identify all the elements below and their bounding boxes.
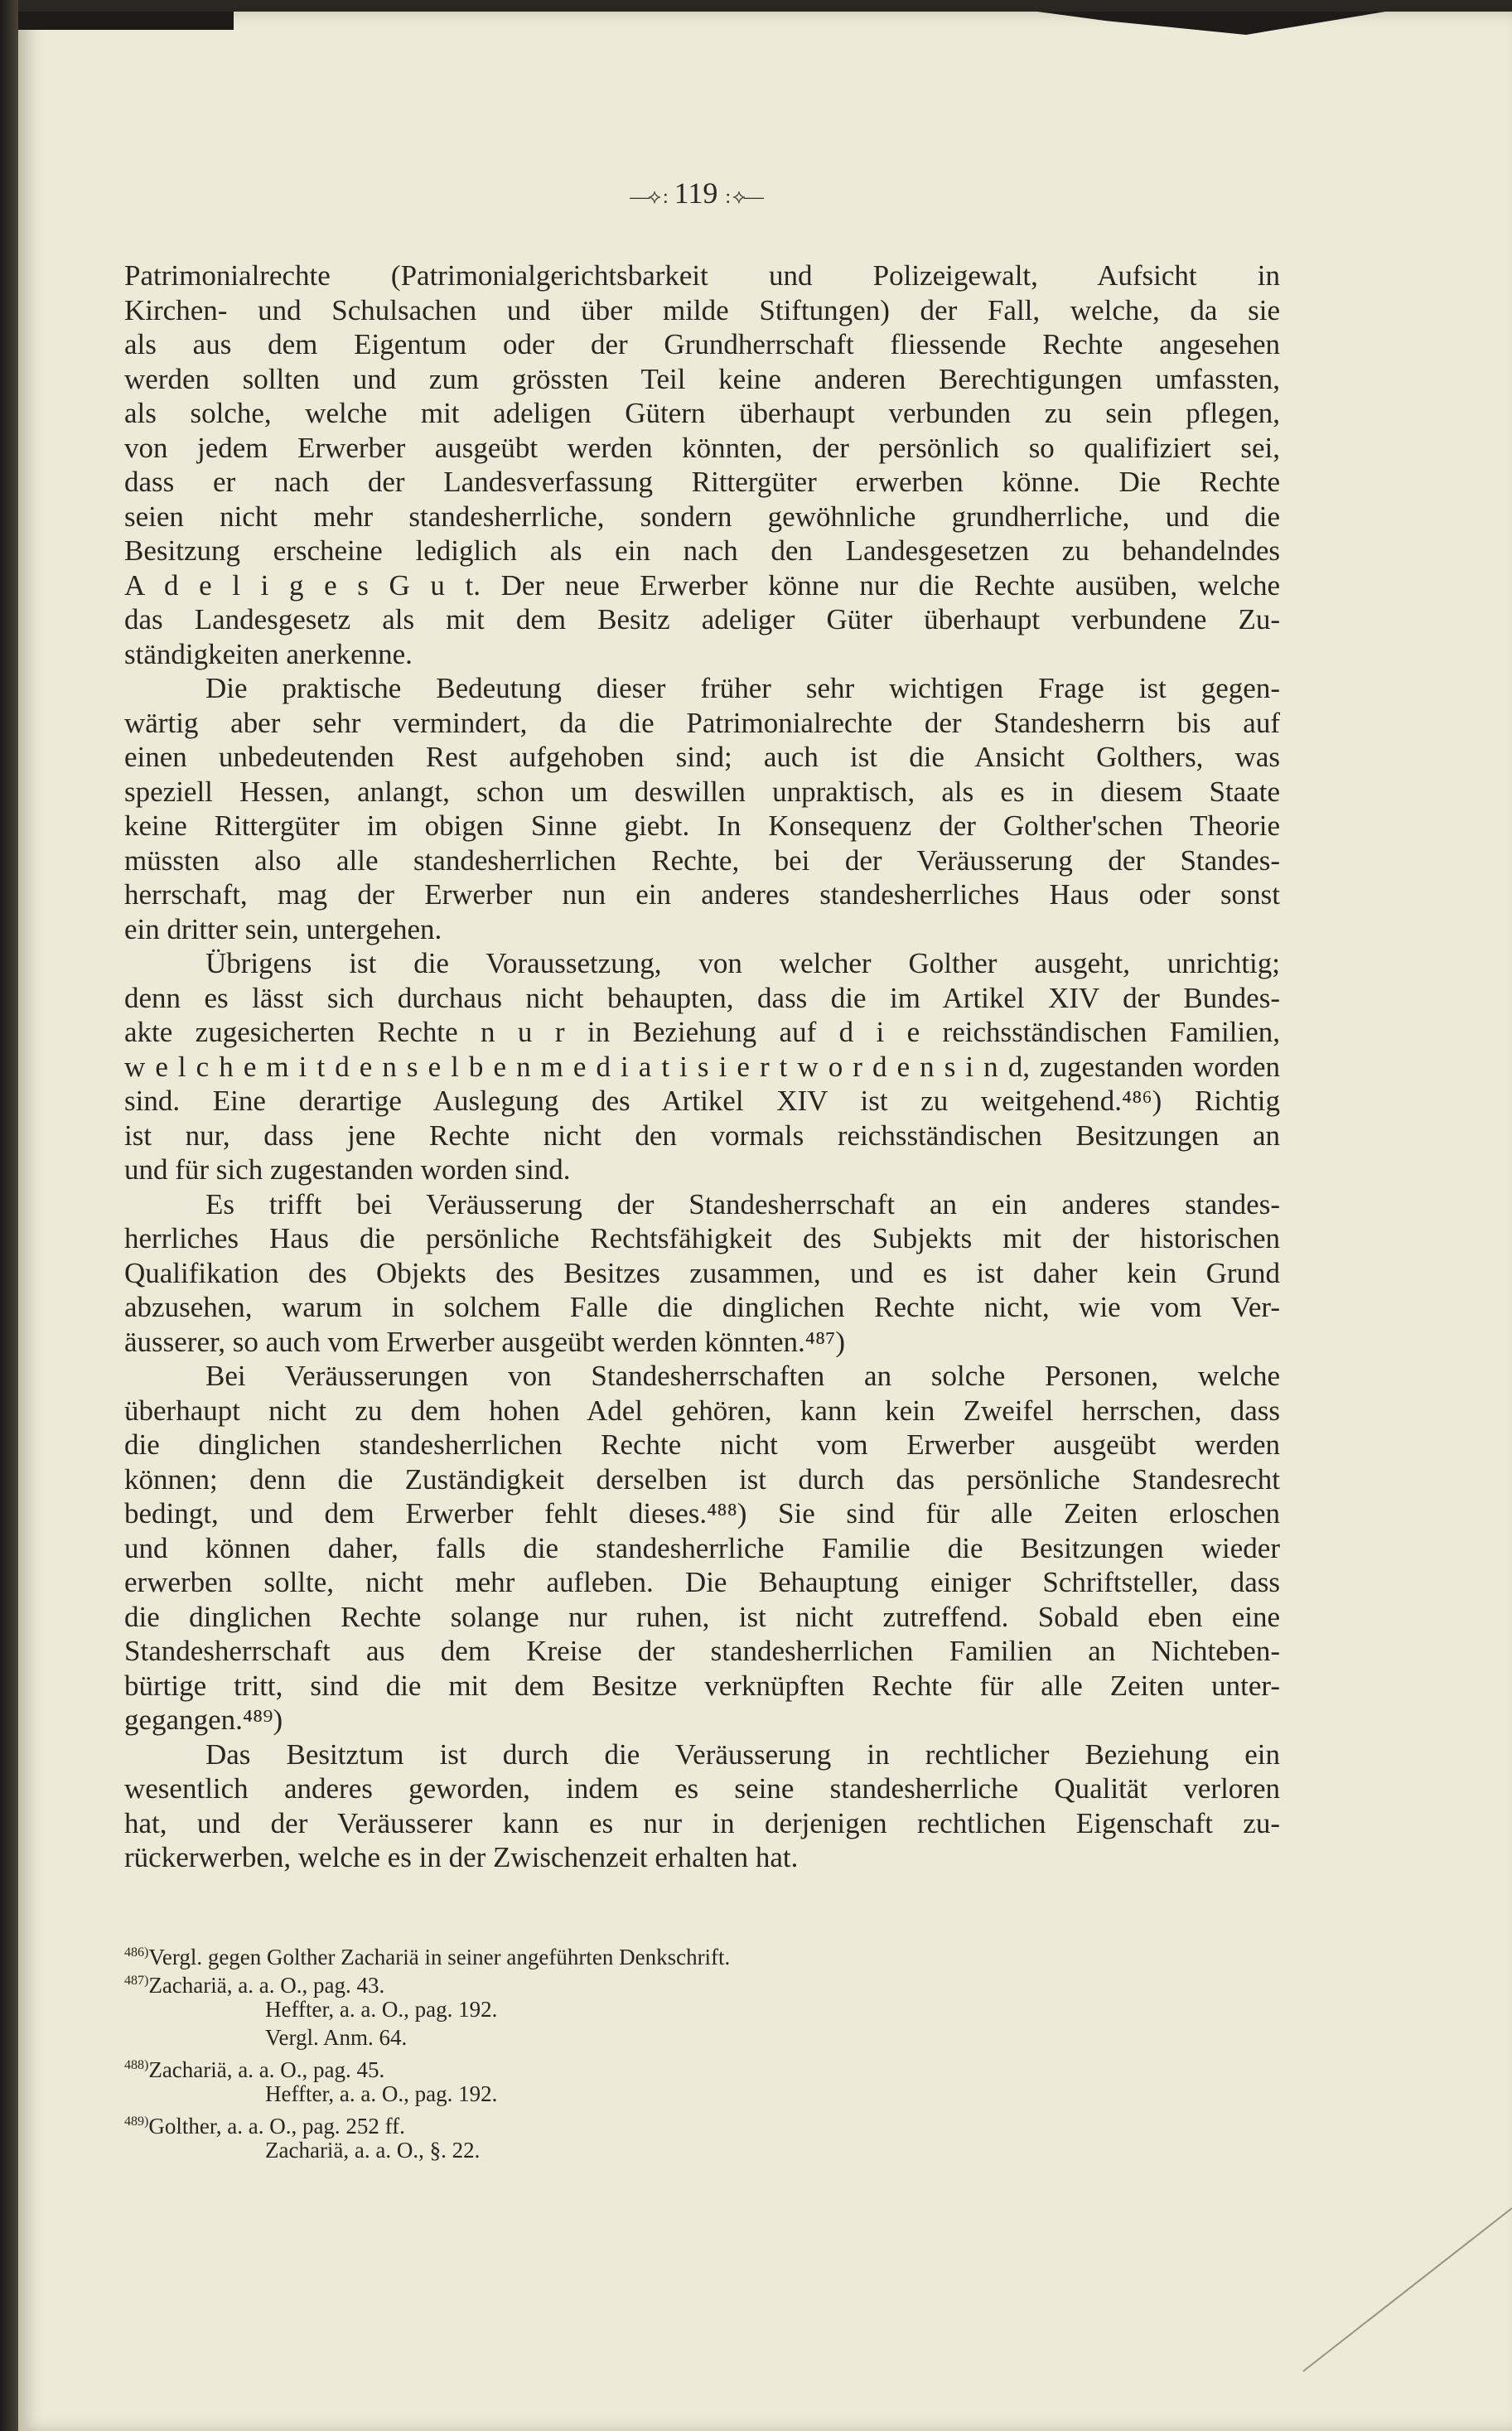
footnote-text: Zachariä, a. a. O., pag. 43. xyxy=(148,1973,385,1998)
text-line: Die praktische Bedeutung dieser früher sehr wichtigen Frage ist gegen- xyxy=(205,672,1280,704)
footnote-text: Zachariä, a. a. O., §. 22. xyxy=(265,2138,481,2163)
footnotes xyxy=(124,1939,730,2164)
text-line: herrliches Haus die persönliche Rechtsfähigkeit des Subjekts mit der historischen xyxy=(124,1222,1280,1254)
footnote-text: Vergl. Anm. 64. xyxy=(265,2025,408,2050)
footnote-number: 489) xyxy=(124,2114,149,2129)
page-crease xyxy=(1302,2207,1512,2372)
torn-edge-left xyxy=(18,12,234,30)
text-line: als aus dem Eigentum oder der Grundherrschaft fliessende Rechte angesehen xyxy=(124,328,1280,360)
text-line: Qualifikation des Objekts des Besitzes zusammen, und es ist daher kein Grund xyxy=(124,1256,1280,1289)
text-line: abzusehen, warum in solchem Falle die dinglichen Rechte nicht, wie vom Ver- xyxy=(124,1291,1280,1323)
text-line: seien nicht mehr standesherrliche, sondern gewöhnliche grundherrliche, und die xyxy=(124,500,1280,533)
text-line: ständigkeiten anerkenne. xyxy=(124,637,413,670)
footnote-text: Vergl. gegen Golther Zachariä in seiner angeführten Denkschrift. xyxy=(148,1945,731,1969)
text-line: ein dritter sein, untergehen. xyxy=(124,912,442,945)
footnote-number: 488) xyxy=(124,2058,149,2072)
text-line: die dinglichen Rechte solange nur ruhen, ist nicht zutreffend. Sobald eben eine xyxy=(124,1600,1280,1633)
text-line: müssten also alle standesherrlichen Rechte, bei der Veräusserung der Standes- xyxy=(124,843,1280,877)
text-line: wesentlich anderes geworden, indem es seine standesherrliche Qualität verloren xyxy=(124,1772,1280,1805)
text-line: Das Besitztum ist durch die Veräusserung in rechtlicher Beziehung ein xyxy=(205,1737,1280,1771)
footnote-line xyxy=(124,2052,730,2080)
page-number: 119 xyxy=(674,176,718,210)
text-line: dass er nach der Landesverfassung Rittergüter erwerben könne. Die Rechte xyxy=(124,466,1280,498)
footnote-text: Heffter, a. a. O., pag. 192. xyxy=(265,2081,498,2106)
text-line: denn es lässt sich durchaus nicht behaupten, dass die im Artikel XIV der Bundes- xyxy=(124,981,1280,1014)
header-ornament-right: : ⟡— xyxy=(725,186,762,208)
page-header xyxy=(572,176,820,210)
footnote-number: 486) xyxy=(124,1945,149,1960)
text-line: wärtig aber sehr vermindert, da die Patrimonialrechte der Standesherrn bis auf xyxy=(124,706,1280,739)
text-line: w e l c h e m i t d e n s e l b e n m e d i a t i s i e r t w o r d e n s i n d, zugestanden worden xyxy=(124,1050,1280,1083)
text-line: herrschaft, mag der Erwerber nun ein anderes standesherrliches Haus oder sonst xyxy=(124,878,1280,911)
footnote-line xyxy=(124,2023,730,2052)
footnote-line xyxy=(124,1995,730,2023)
body-text xyxy=(124,259,1280,1875)
text-line: gegangen.⁴⁸⁹) xyxy=(124,1704,283,1736)
text-line: und für sich zugestanden worden sind. xyxy=(124,1153,571,1186)
footnote-line xyxy=(124,1939,730,1967)
text-line: Übrigens ist die Voraussetzung, von welcher Golther ausgeht, unrichtig; xyxy=(205,947,1280,979)
text-line: rückerwerben, welche es in der Zwischenzeit erhalten hat. xyxy=(124,1841,799,1873)
text-line: können; denn die Zuständigkeit derselben ist durch das persönliche Standesrecht xyxy=(124,1462,1280,1496)
text-line: A d e l i g e s G u t. Der neue Erwerber könne nur die Rechte ausüben, welche xyxy=(124,568,1280,602)
header-ornament-left: —⟡ : xyxy=(630,186,667,208)
text-line: Besitzung erscheine lediglich als ein nach den Landesgesetzen zu behandelndes xyxy=(124,534,1280,567)
text-line: ist nur, dass jene Rechte nicht den vormals reichsständischen Besitzungen an xyxy=(124,1119,1280,1152)
text-line: die dinglichen standesherrlichen Rechte nicht vom Erwerber ausgeübt werden xyxy=(124,1428,1280,1461)
text-line: als solche, welche mit adeligen Gütern überhaupt verbunden zu sein pflegen, xyxy=(124,397,1280,429)
footnote-text: Golther, a. a. O., pag. 252 ff. xyxy=(148,2114,405,2139)
text-line: überhaupt nicht zu dem hohen Adel gehören, kann kein Zweifel herrschen, dass xyxy=(124,1394,1280,1427)
text-line: Kirchen- und Schulsachen und über milde Stiftungen) der Fall, welche, da sie xyxy=(124,293,1280,326)
text-line: das Landesgesetz als mit dem Besitz adeliger Güter überhaupt verbundene Zu- xyxy=(124,603,1280,636)
footnote-line xyxy=(124,2136,730,2164)
text-line: von jedem Erwerber ausgeübt werden könnten, der persönlich so qualifiziert sei, xyxy=(124,431,1280,464)
text-line: einen unbedeutenden Rest aufgehoben sind; auch ist die Ansicht Golthers, was xyxy=(124,741,1280,773)
text-line: äusserer, so auch vom Erwerber ausgeübt werden könnten.⁴⁸⁷) xyxy=(124,1325,846,1358)
book-binding-edge xyxy=(0,0,18,2431)
text-line: speziell Hessen, anlangt, schon um deswillen unpraktisch, als es in diesem Staate xyxy=(124,775,1280,808)
footnote-number: 487) xyxy=(124,1974,149,1988)
footnote-text: Zachariä, a. a. O., pag. 45. xyxy=(148,2057,385,2082)
footnote-text: Heffter, a. a. O., pag. 192. xyxy=(265,1997,498,2022)
text-line: werden sollten und zum grössten Teil keine anderen Berechtigungen umfassten, xyxy=(124,362,1280,395)
text-line: Standesherrschaft aus dem Kreise der standesherrlichen Familien an Nichteben- xyxy=(124,1635,1280,1667)
text-line: Bei Veräusserungen von Standesherrschaften an solche Personen, welche xyxy=(205,1360,1280,1392)
text-line: akte zugesicherten Rechte n u r in Beziehung auf d i e reichsständischen Familien, xyxy=(124,1016,1280,1048)
text-line: Patrimonialrechte (Patrimonialgerichtsbarkeit und Polizeigewalt, Aufsicht in xyxy=(124,259,1280,292)
text-line: hat, und der Veräusserer kann es nur in derjenigen rechtlichen Eigenschaft zu- xyxy=(124,1806,1280,1839)
text-line: Es trifft bei Veräusserung der Standesherrschaft an ein anderes standes- xyxy=(205,1187,1280,1220)
footnote-line xyxy=(124,1967,730,1998)
text-line: sind. Eine derartige Auslegung des Artikel XIV ist zu weitgehend.⁴⁸⁶) Richtig xyxy=(124,1085,1280,1117)
torn-edge-right xyxy=(1037,12,1385,35)
text-line: keine Rittergüter im obigen Sinne giebt. In Konsequenz der Golther'schen Theorie xyxy=(124,810,1280,842)
footnote-line xyxy=(124,2080,730,2108)
text-line: erwerben sollte, nicht mehr aufleben. Die Behauptung einiger Schriftsteller, dass xyxy=(124,1566,1280,1598)
text-line: und können daher, falls die standesherrliche Familie die Besitzungen wieder xyxy=(124,1531,1280,1564)
text-line: bedingt, und dem Erwerber fehlt dieses.⁴⁸⁸) Sie sind für alle Zeiten erloschen xyxy=(124,1497,1280,1530)
text-line: bürtige tritt, sind die mit dem Besitze verknüpften Rechte für alle Zeiten unter- xyxy=(124,1669,1280,1702)
footnote-line xyxy=(124,2108,730,2139)
